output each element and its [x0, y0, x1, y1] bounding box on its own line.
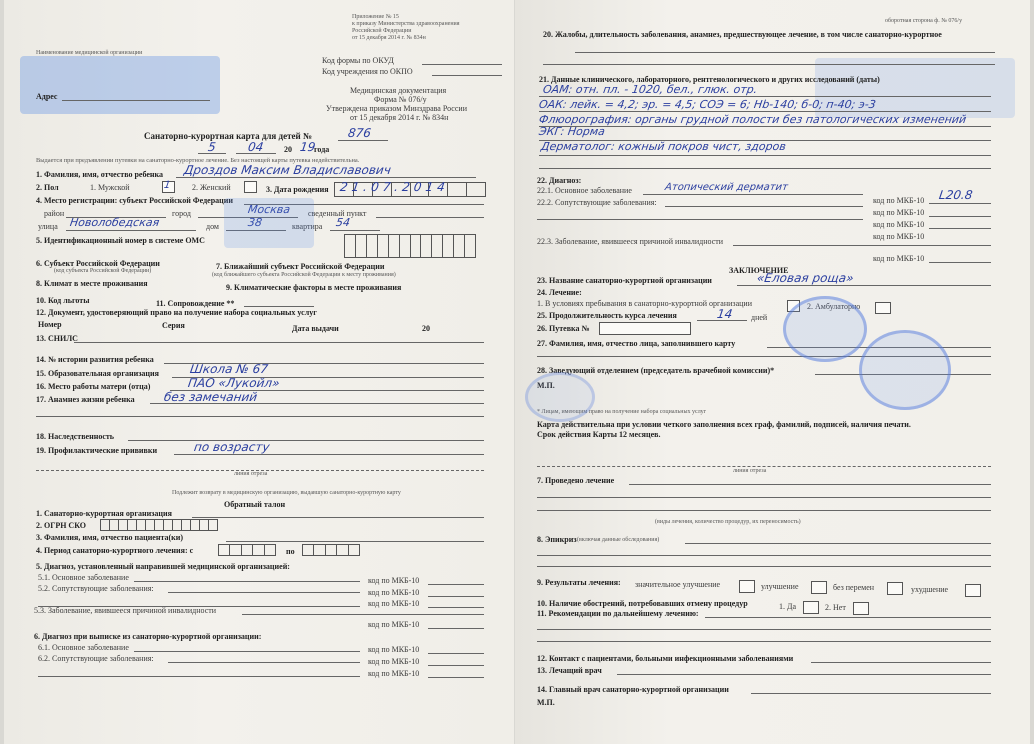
return-note: Подлежит возврату в медицинскую организацию, выдавшую санаторно-курортную карту [172, 490, 401, 496]
result-unchanged-box[interactable] [887, 582, 903, 595]
field-21-line-2: ОАК: лейк. = 4,2; эр. = 4,5; СОЭ = 6; Нb-140; б-0; п-40; э-3 [538, 98, 877, 111]
field-12-series: Серия [162, 321, 185, 330]
card-title: Санаторно-курортная карта для детей № [144, 131, 312, 141]
field-25-label: 25. Продолжительность курса лечения [537, 311, 677, 320]
meddoc-line-4: от 15 декабря 2014 г. № 834н [350, 113, 449, 122]
appendix-line-4: от 15 декабря 2014 г. № 834н [352, 35, 426, 41]
field-18-label: 18. Наследственность [36, 432, 115, 441]
coupon-62-mkb-1: код по МКБ-10 [368, 657, 420, 666]
field-21-line-5: Дерматолог: кожный покров чист, здоров [540, 140, 787, 153]
field-4-settlement: сведенный пункт [308, 209, 367, 218]
org-label: Наименование медицинской организации [36, 50, 143, 56]
field-24-label: 24. Лечение: [537, 288, 582, 297]
field-21-label: 21. Данные клинического, лабораторного, рентгенологического и других исследований (даты) [539, 75, 880, 84]
return-9-option-c: без перемен [833, 583, 875, 592]
appendix-line-3: Российской Федерации [352, 28, 412, 34]
coupon-62-mkb-2: код по МКБ-10 [368, 669, 420, 678]
return-13-label: 13. Лечащий врач [537, 666, 602, 675]
ogrn-grid [100, 519, 218, 531]
okpo-label: Код учреждения по ОКПО [322, 67, 413, 76]
round-stamp-2 [859, 330, 951, 410]
field-4-house: дом [206, 222, 219, 231]
field-7-note: (код ближайшего субъекта Российской Федерации к месту проживания) [212, 272, 396, 278]
coupon-1-label: 1. Санаторно-курортная организация [36, 509, 172, 518]
date-year-suffix: года [314, 145, 330, 154]
field-21-line-1: ОАМ: отн. пл. - 1020, бел., глюк. отр. [542, 83, 759, 96]
field-17-label: 17. Анамнез жизни ребенка [36, 395, 135, 404]
field-26-label: 26. Путевка № [537, 324, 590, 333]
coupon-61-mkb: код по МКБ-10 [368, 645, 420, 654]
field-4-district: район [44, 209, 65, 218]
field-4-street: улица [38, 222, 58, 231]
result-worse-box[interactable] [965, 584, 981, 597]
field-222-mkb-2: код по МКБ-10 [873, 220, 925, 229]
return-10-label: 10. Наличие обострений, потребовавших отмену процедур [537, 599, 748, 608]
field-22-label: 22. Диагноз: [537, 176, 582, 185]
field-14-label: 14. № истории развития ребенка [36, 355, 154, 364]
field-222-label: 22.2. Сопутствующие заболевания: [537, 198, 657, 207]
field-23-value: «Еловая роща» [756, 271, 855, 285]
field-16-value: ПАО «Лукойл» [187, 376, 281, 390]
form-front-page [4, 0, 514, 744]
cut-line-label: линия отреза [234, 471, 268, 477]
field-1-label: 1. Фамилия, имя, отчество ребенка [36, 170, 164, 179]
field-4-city-value: Москва [247, 203, 292, 216]
form-back-page [515, 0, 1030, 744]
field-4-flat-value: 54 [335, 216, 351, 229]
validity-text: Карта действительна при условии четкого заполнения всех граф, фамилий, подписей, наличия печати. [537, 420, 911, 429]
field-4-label: 4. Место регистрации: субъект Российской Федерации [36, 196, 233, 205]
field-4-city: город [172, 209, 191, 218]
footnote: * Лицам, имеющим право на получение набора социальных услуг [537, 409, 707, 415]
field-25-days: дней [751, 313, 768, 322]
field-25-value: 14 [716, 307, 734, 321]
field-13-label: 13. СНИЛС [36, 334, 78, 343]
coupon-5-label: 5. Диагноз, установленный направившей медицинской организацией: [36, 562, 290, 571]
field-21-line-3: Флюорография: органы грудной полости без патологических изменений [538, 113, 968, 126]
field-16-label: 16. Место работы матери (отца) [36, 382, 151, 391]
field-23-label: 23. Название санаторно-курортной организации [537, 276, 712, 285]
coupon-6-label: 6. Диагноз при выписке из санаторно-курортной организации: [34, 632, 262, 641]
field-4-flat: квартира [292, 222, 323, 231]
return-7-note: (виды лечения, количество процедур, их переносимость) [655, 519, 801, 525]
coupon-53-mkb: код по МКБ-10 [368, 620, 420, 629]
field-4-house-value: 38 [247, 216, 263, 229]
field-221-mkb: код по МКБ-10 [873, 196, 925, 205]
field-7-label: 7. Ближайший субъект Российской Федерации [216, 262, 385, 271]
field-3-label: 3. Дата рождения [266, 185, 329, 194]
field-10-label: 10. Код льготы [36, 296, 90, 305]
sex-female-box[interactable] [244, 181, 257, 193]
coupon-4-label: 4. Период санаторно-курортного лечения: с [36, 546, 194, 555]
coupon-61-label: 6.1. Основное заболевание [38, 643, 129, 652]
coupon-51-label: 5.1. Основное заболевание [38, 573, 129, 582]
return-9-label: 9. Результаты лечения: [537, 578, 621, 587]
field-3-value: 21.07.2014 [339, 180, 450, 194]
date-month: 04 [247, 140, 265, 154]
appendix-line-1: Приложение № 15 [352, 14, 399, 20]
voucher-number-box[interactable] [599, 322, 691, 335]
field-19-label: 19. Профилактические прививки [36, 446, 158, 455]
org-stamp-block [20, 56, 220, 114]
field-5-label: 5. Идентификационный номер в системе ОМС [36, 236, 205, 245]
issued-note: Выдается при предъявлении путевки на санаторно-курортное лечение. Без настоящей карты путевка недействительна. [36, 157, 360, 164]
return-8-label: 8. Эпикриз [537, 535, 577, 544]
field-221-value: Атопический дерматит [664, 182, 789, 193]
field-6-label: 6. Субъект Российской Федерации [36, 259, 160, 268]
meddoc-line-3: Утверждена приказом Минздрава России [326, 104, 467, 113]
field-12-date: Дата выдачи [292, 324, 339, 333]
coupon-53-label: 5.3. Заболевание, явившееся причиной инвалидности [34, 606, 217, 615]
field-223-label: 22.3. Заболевание, явившееся причиной инвалидности [537, 237, 724, 246]
return-9-option-d: ухудшение [911, 585, 949, 594]
coupon-62-label: 6.2. Сопутствующие заболевания: [38, 654, 154, 663]
oms-grid [344, 234, 476, 258]
field-4-street-value: Новолобедская [69, 216, 161, 229]
exacerbation-no-box[interactable] [853, 602, 869, 615]
conclusion-title: ЗАКЛЮЧЕНИЕ [729, 266, 789, 275]
field-8-label: 8. Климат в месте проживания [36, 279, 148, 288]
field-28-label: 28. Заведующий отделением (председатель врачебной комиссии)* [537, 366, 775, 375]
period-from-grid [218, 544, 276, 556]
okud-label: Код формы по ОКУД [322, 56, 394, 65]
validity-text-2: Срок действия Карты 12 месяцев. [537, 430, 661, 439]
field-222-mkb-3: код по МКБ-10 [873, 232, 925, 241]
appendix-line-2: к приказу Министерства здравоохранения [352, 21, 460, 27]
field-9-label: 9. Климатические факторы в месте проживания [226, 283, 402, 292]
meddoc-line-1: Медицинская документация [350, 86, 447, 95]
coupon-51-mkb: код по МКБ-10 [368, 576, 420, 585]
field-2-label: 2. Пол [36, 183, 59, 192]
field-12-number: Номер [38, 320, 62, 329]
coupon-3-label: 3. Фамилия, имя, отчество пациента(ки) [36, 533, 184, 542]
field-19-value: по возрасту [193, 440, 271, 454]
return-9-option-a: значительное улучшение [635, 580, 721, 589]
treatment-outpatient-box[interactable] [875, 302, 891, 314]
card-number: 876 [347, 126, 372, 140]
address-label: Адрес [36, 92, 58, 101]
date-year-prefix: 20 [284, 145, 292, 154]
return-mp-label: М.П. [537, 698, 555, 707]
field-6-note: (код субъекта Российской Федерации) [54, 268, 152, 274]
stamp-triangle-area [224, 198, 314, 248]
period-to-grid [302, 544, 360, 556]
field-221-label: 22.1. Основное заболевание [537, 186, 632, 195]
field-17-value: без замечаний [163, 390, 259, 404]
return-8-note: (включая данные обследования) [577, 537, 660, 543]
sex-male-mark: 1 [163, 180, 172, 191]
coupon-2-label: 2. ОГРН СКО [36, 521, 87, 530]
return-11-label: 11. Рекомендации по дальнейшему лечению: [537, 609, 699, 618]
date-day: 5 [207, 140, 217, 154]
field-2-female: 2. Женский [192, 183, 231, 192]
field-2-male: 1. Мужской [90, 183, 130, 192]
mp-label: М.П. [537, 381, 555, 390]
field-24-option-2: 2. Амбулаторно [807, 302, 861, 311]
return-9-option-b: улучшение [761, 582, 799, 591]
return-7-label: 7. Проведено лечение [537, 476, 615, 485]
round-stamp-1 [783, 296, 867, 362]
back-cut-line-label: линия отреза [733, 468, 767, 474]
field-20-label: 20. Жалобы, длительность заболевания, анамнез, предшествующее лечение, в том числе санаторно-курортное [543, 30, 942, 39]
field-1-value: Дроздов Максим Владиславович [183, 163, 392, 177]
field-21-line-4: ЭКГ: Норма [538, 125, 606, 138]
exacerbation-yes-box[interactable] [803, 601, 819, 614]
coupon-52-mkb-2: код по МКБ-10 [368, 599, 420, 608]
coupon-52-mkb-1: код по МКБ-10 [368, 588, 420, 597]
back-header: оборотная сторона ф. № 076/у [885, 18, 963, 24]
field-27-label: 27. Фамилия, имя, отчество лица, заполнившего карту [537, 339, 736, 348]
return-12-label: 12. Контакт с пациентами, больными инфекционными заболеваниями [537, 654, 794, 663]
field-15-label: 15. Образовательная организация [36, 369, 159, 378]
return-10-no: 2. Нет [825, 603, 846, 612]
field-222-mkb-1: код по МКБ-10 [873, 208, 925, 217]
field-12-label: 12. Документ, удостоверяющий право на получение набора социальных услуг [36, 308, 317, 317]
return-14-label: 14. Главный врач санаторно-курортной организации [537, 685, 729, 694]
field-12-year: 20 [422, 324, 430, 333]
field-15-value: Школа № 67 [189, 362, 269, 376]
date-year: 19 [299, 140, 317, 154]
coupon-title: Обратный талон [224, 500, 286, 509]
result-improved-box[interactable] [811, 581, 827, 594]
field-221-code: L20.8 [938, 188, 974, 202]
round-stamp-3 [525, 372, 595, 422]
coupon-52-label: 5.2. Сопутствующие заболевания: [38, 584, 154, 593]
meddoc-line-2: Форма № 076/у [374, 95, 427, 104]
field-11-label: 11. Сопровождение ** [156, 299, 235, 308]
return-10-yes: 1. Да [779, 602, 797, 611]
coupon-4-to: по [286, 547, 295, 556]
result-significant-box[interactable] [739, 580, 755, 593]
field-223-mkb: код по МКБ-10 [873, 254, 925, 263]
field-24-option-1: 1. В условиях пребывания в санаторно-курортной организации [537, 299, 752, 308]
